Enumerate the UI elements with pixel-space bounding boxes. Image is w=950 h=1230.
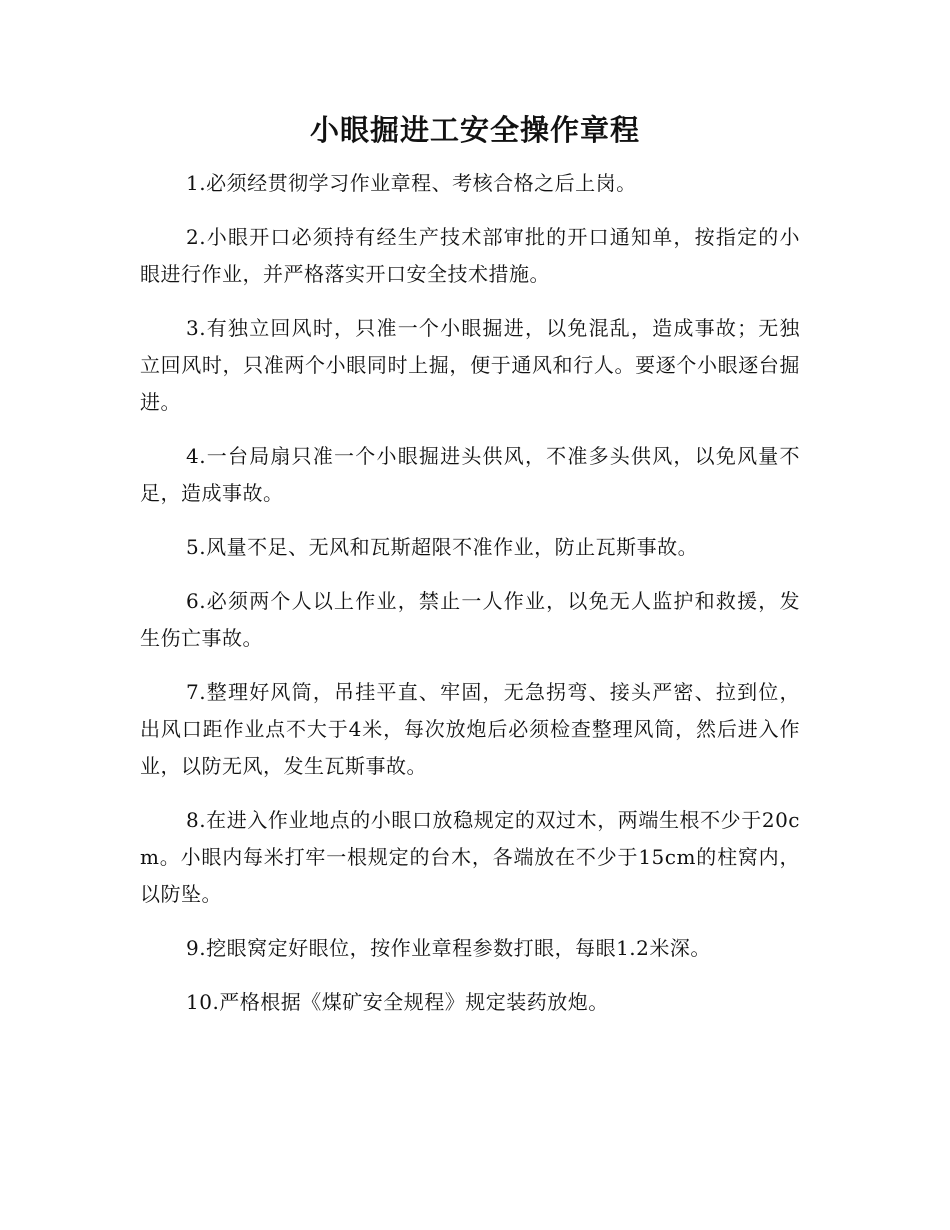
rule-paragraph-5: 5.风量不足、无风和瓦斯超限不准作业，防止瓦斯事故。 [186,535,699,559]
rule-paragraph-6: 6.必须两个人以上作业，禁止一人作业，以免无人监护和救援，发生伤亡事故。 [140,589,800,650]
rule-paragraph-8: 8.在进入作业地点的小眼口放稳规定的双过木，两端生根不少于20cm。小眼内每米打牢一根规定的台木，各端放在不少于15cm的柱窝内，以防坠。 [140,808,800,906]
rule-paragraph-10: 10.严格根据《煤矿安全规程》规定装药放炮。 [186,990,609,1014]
rule-paragraph-7: 7.整理好风筒，吊挂平直、牢固，无急拐弯、接头严密、拉到位，出风口距作业点不大于4米，每次放炮后必须检查整理风筒，然后进入作业，以防无风，发生瓦斯事故。 [140,680,800,778]
rule-paragraph-4: 4.一台局扇只准一个小眼掘进头供风，不准多头供风，以免风量不足，造成事故。 [140,444,800,505]
rule-paragraph-3: 3.有独立回风时，只准一个小眼掘进，以免混乱，造成事故；无独立回风时，只准两个小眼同时上掘，便于通风和行人。要逐个小眼逐台掘进。 [140,316,800,414]
document-title: 小眼掘进工安全操作章程 [309,113,640,147]
rule-paragraph-9: 9.挖眼窝定好眼位，按作业章程参数打眼，每眼1.2米深。 [186,936,711,960]
document-body [140,165,800,1038]
rule-paragraph-2: 2.小眼开口必须持有经生产技术部审批的开口通知单，按指定的小眼进行作业，并严格落实开口安全技术措施。 [140,225,800,286]
rule-paragraph-1: 1.必须经贯彻学习作业章程、考核合格之后上岗。 [186,171,637,195]
